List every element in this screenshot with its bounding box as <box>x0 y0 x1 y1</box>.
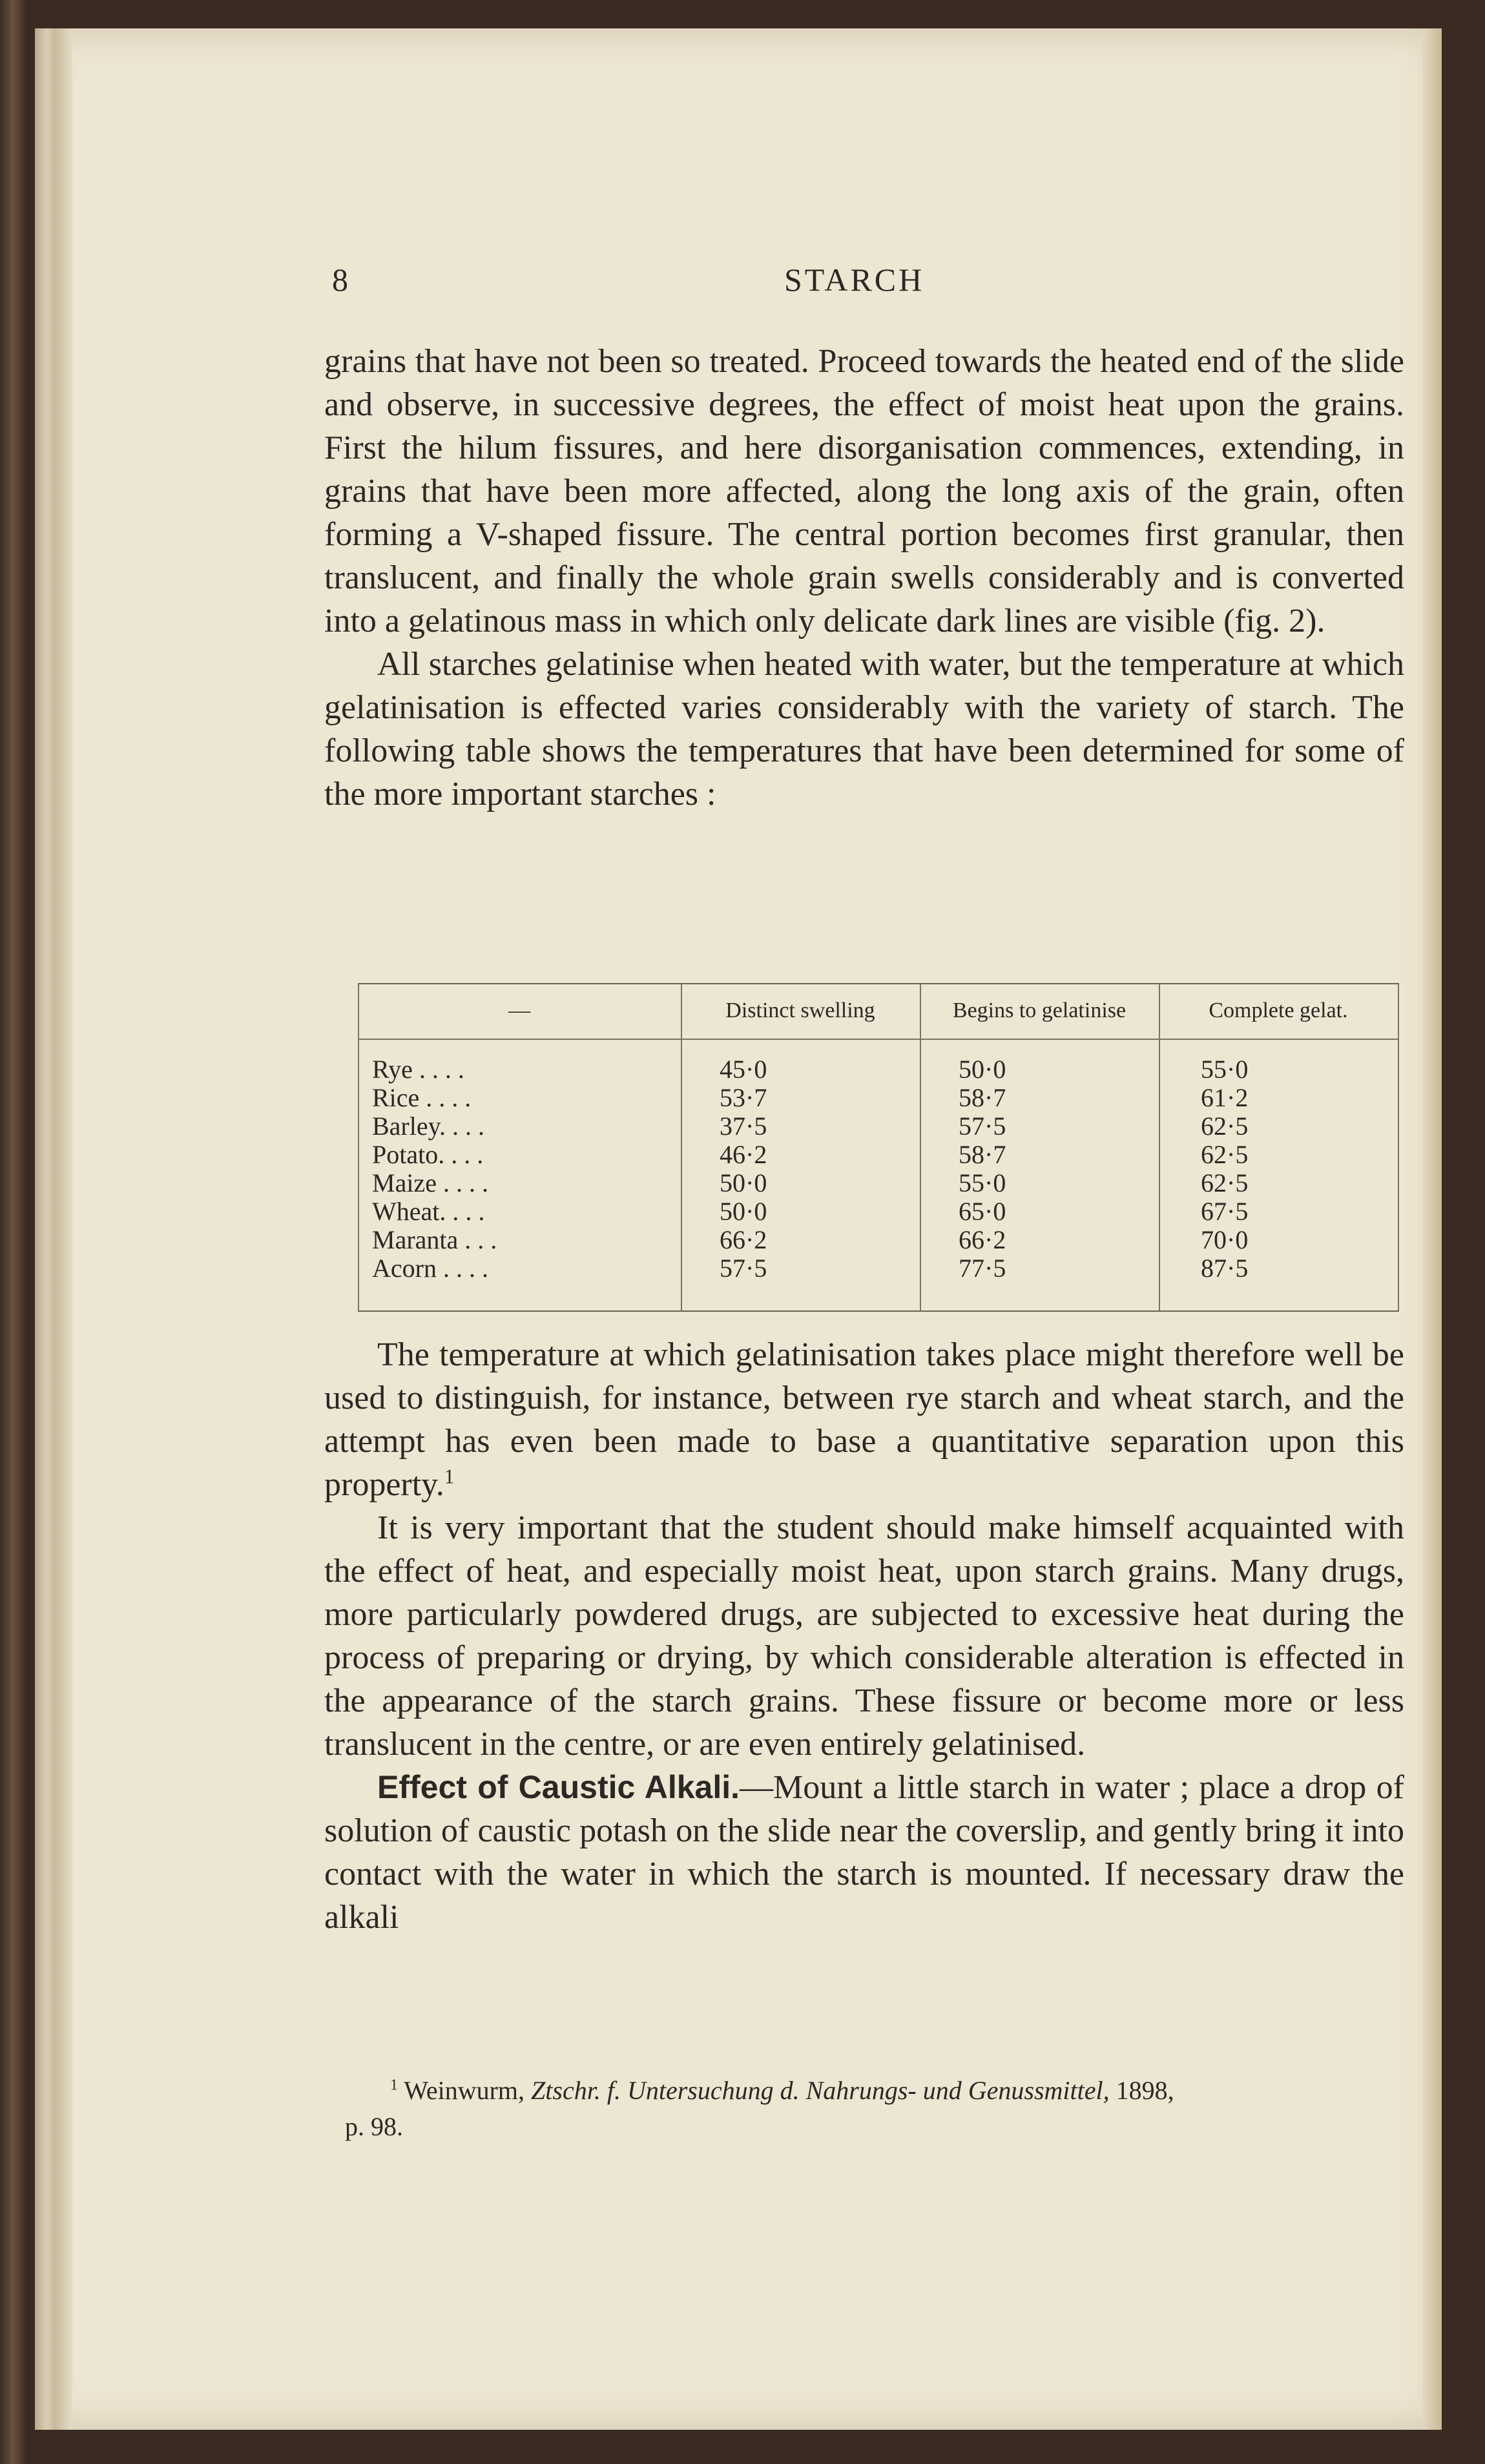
book-page <box>35 28 1442 2430</box>
cell-swelling: 45·0 <box>720 1055 767 1084</box>
cell-complete: 55·0 <box>1201 1055 1249 1084</box>
row-label: Wheat. . . . <box>372 1197 485 1226</box>
cell-begins: 66·2 <box>959 1225 1006 1254</box>
text-block-top <box>324 340 1404 816</box>
running-title: STARCH <box>784 262 925 298</box>
cell-complete: 67·5 <box>1201 1197 1249 1226</box>
footnote-journal: Ztschr. f. Untersuchung d. Nahrungs- und Genussmittel, <box>531 2076 1110 2105</box>
row-label: Rye . . . . <box>372 1055 464 1084</box>
table-header-swelling: Distinct swelling <box>725 999 875 1022</box>
gelatinisation-table <box>358 983 1399 1312</box>
table-header-rule <box>358 1039 1399 1040</box>
row-label: Barley. . . . <box>372 1112 485 1141</box>
paragraph-heat-effect: grains that have not been so treated. Proceed towards the heated end of the slide and observe, in successive degrees, the effect of moist heat upon the grains. First the hilum fissures, and here disorganisation commences, extending, in grains that have been more affected, along the long axis of the grain, often forming a V-shaped fissure. The central portion becomes first granular, then translucent, and finally the whole grain swells considerably and is converted into a gelatinous mass in which only delicate dark lines are visible (fig. 2). <box>324 343 1404 639</box>
cell-begins: 65·0 <box>959 1197 1006 1226</box>
table-left-rule <box>358 984 359 1310</box>
text-block-bottom <box>324 1333 1404 1939</box>
footnote <box>345 2073 1404 2145</box>
table-column-rule <box>681 984 682 1310</box>
paragraph-gelatinise-intro: All starches gelatinise when heated with water, but the temperature at which gelatinisation is effected varies considerably with the variety of starch. The following table shows the temperatures that have been determined for some of the more important starches : <box>324 646 1404 813</box>
cell-swelling: 57·5 <box>720 1254 767 1283</box>
cell-complete: 62·5 <box>1201 1140 1249 1169</box>
footnote-line <box>345 2073 1404 2109</box>
footnote-reference: 1 <box>444 1465 455 1488</box>
table-header-complete: Complete gelat. <box>1209 999 1348 1022</box>
cell-complete: 70·0 <box>1201 1225 1249 1254</box>
page-number: 8 <box>332 262 348 298</box>
row-label: Maize . . . . <box>372 1168 488 1197</box>
cell-complete: 61·2 <box>1201 1083 1249 1112</box>
row-label: Acorn . . . . <box>372 1254 488 1283</box>
cell-swelling: 50·0 <box>720 1197 767 1226</box>
cell-begins: 55·0 <box>959 1168 1006 1197</box>
table-header-dash: — <box>508 999 530 1022</box>
footnote-marker: 1 <box>390 2076 398 2094</box>
page-gutter <box>35 28 72 2430</box>
cell-complete: 87·5 <box>1201 1254 1249 1283</box>
cell-swelling: 53·7 <box>720 1083 767 1112</box>
cell-swelling: 50·0 <box>720 1168 767 1197</box>
cell-swelling: 66·2 <box>720 1225 767 1254</box>
cell-complete: 62·5 <box>1201 1168 1249 1197</box>
cell-begins: 58·7 <box>959 1083 1006 1112</box>
cell-swelling: 37·5 <box>720 1112 767 1141</box>
cell-begins: 57·5 <box>959 1112 1006 1141</box>
table-right-rule <box>1398 984 1399 1310</box>
row-label: Rice . . . . <box>372 1083 472 1112</box>
table-column-rule <box>1159 984 1160 1310</box>
page-edge <box>1422 28 1442 2430</box>
paragraph-distinguish-text: The temperature at which gelatinisation takes place might therefore well be used to distinguish, for instance, between rye starch and wheat starch, and the attempt has even been made to base a quantitative separation upon this property. <box>324 1336 1404 1503</box>
cell-complete: 62·5 <box>1201 1112 1249 1141</box>
footnote-year: 1898, <box>1116 2076 1174 2105</box>
running-head <box>35 261 1442 306</box>
row-label: Maranta . . . <box>372 1225 497 1254</box>
footnote-author: Weinwurm, <box>404 2076 525 2105</box>
footnote-page: p. 98. <box>345 2112 403 2141</box>
table-column-rule <box>920 984 921 1310</box>
cell-begins: 58·7 <box>959 1140 1006 1169</box>
cell-begins: 77·5 <box>959 1254 1006 1283</box>
paragraph-student-note: It is very important that the student should make himself acquainted with the effect of heat, and especially moist heat, upon starch grains. Many drugs, more particularly powdered drugs, are subjected to excessive heat during the process of preparing or drying, by which considerable alteration is effected in the appearance of the starch grains. These fissure or become more or less translucent in the centre, or are even entirely gelatinised. <box>324 1509 1404 1763</box>
paragraph-caustic-alkali-text: —Mount a little starch in water ; place a drop of solution of caustic potash on the slide near the coverslip, and gently bring it into contact with the water in which the starch is mounted. If necessary draw the alkali <box>324 1769 1404 1936</box>
cell-begins: 50·0 <box>959 1055 1006 1084</box>
paragraph-distinguish <box>324 1333 1404 1506</box>
row-label: Potato. . . . <box>372 1140 484 1169</box>
table-header-begins: Begins to gelatinise <box>952 999 1127 1022</box>
section-heading-caustic-alkali: Effect of Caustic Alkali. <box>377 1769 740 1805</box>
cell-swelling: 46·2 <box>720 1140 767 1169</box>
paragraph-caustic-alkali <box>324 1766 1404 1939</box>
